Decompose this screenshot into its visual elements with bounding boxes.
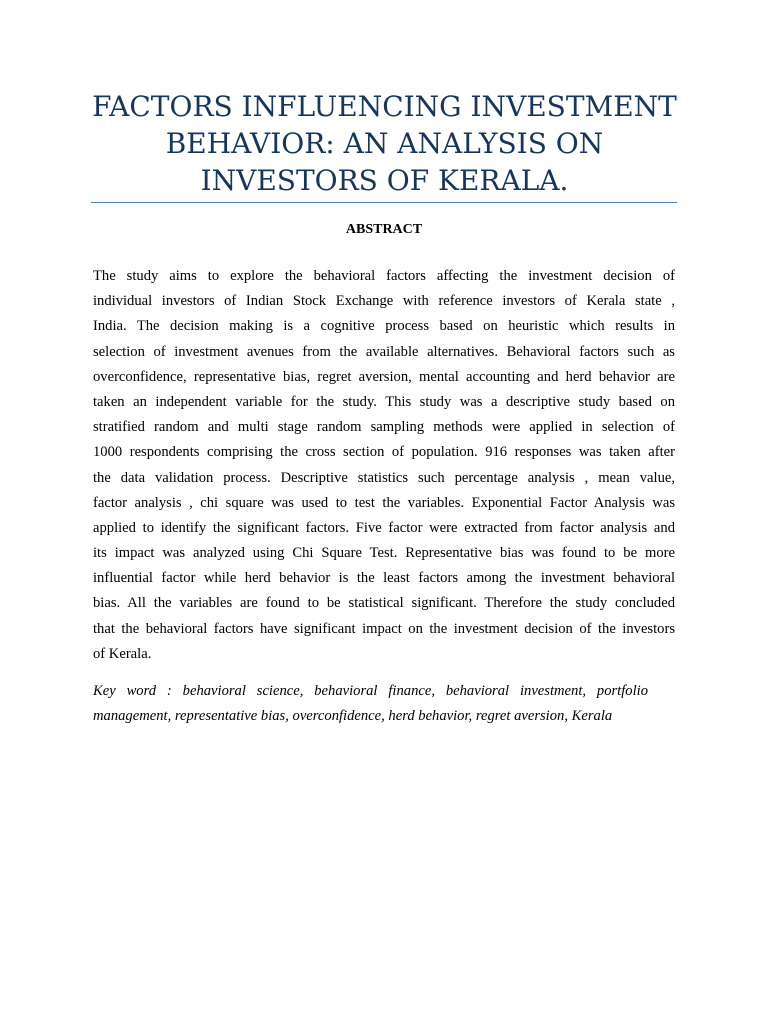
abstract-line: India. The decision making is a cognitive process based on heuristic which results in <box>93 318 675 335</box>
abstract-line: The study aims to explore the behavioral factors affecting the investment decision of <box>93 268 675 284</box>
paper-title-line-1: FACTORS INFLUENCING INVESTMENT <box>92 90 677 123</box>
title-divider <box>91 202 677 203</box>
keywords-line: management, representative bias, overconfidence, herd behavior, regret aversion, Kerala <box>93 707 613 724</box>
abstract-line: overconfidence, representative bias, regret aversion, mental accounting and herd behavior are <box>93 368 675 385</box>
abstract-paragraph <box>93 264 675 667</box>
abstract-line: bias. All the variables are found to be statistical significant. Therefore the study concluded <box>93 595 675 612</box>
abstract-line: selection of investment avenues from the available alternatives. Behavioral factors such as <box>93 343 675 360</box>
paper-title-line-2: BEHAVIOR: AN ANALYSIS ON <box>165 127 604 160</box>
abstract-line: of Kerala. <box>93 645 152 662</box>
abstract-line: applied to identify the significant factors. Five factor were extracted from factor analysis and <box>93 519 675 536</box>
abstract-line: individual investors of Indian Stock Exchange with reference investors of Kerala state , <box>93 293 675 310</box>
abstract-line: factor analysis , chi square was used to test the variables. Exponential Factor Analysis was <box>93 494 675 511</box>
abstract-line: taken an independent variable for the study. This study was a descriptive study based on <box>93 393 675 410</box>
paper-title-line-3: INVESTORS OF KERALA. <box>200 164 569 197</box>
abstract-line: 1000 respondents comprising the cross section of population. 916 responses was taken after <box>93 444 675 461</box>
abstract-line: stratified random and multi stage random sampling methods were applied in selection of <box>93 419 675 436</box>
keywords-line: Key word : behavioral science, behavioral finance, behavioral investment, portfolio <box>93 683 648 699</box>
abstract-line: the data validation process. Descriptive statistics such percentage analysis , mean value, <box>93 469 675 486</box>
abstract-line: its impact was analyzed using Chi Square Test. Representative bias was found to be more <box>93 545 675 562</box>
abstract-line: that the behavioral factors have significant impact on the investment decision of the investors <box>93 620 675 637</box>
paper-title <box>92 88 677 199</box>
abstract-heading: ABSTRACT <box>345 222 423 237</box>
keywords <box>93 679 648 728</box>
abstract-line: influential factor while herd behavior is the least factors among the investment behavioral <box>93 570 675 587</box>
